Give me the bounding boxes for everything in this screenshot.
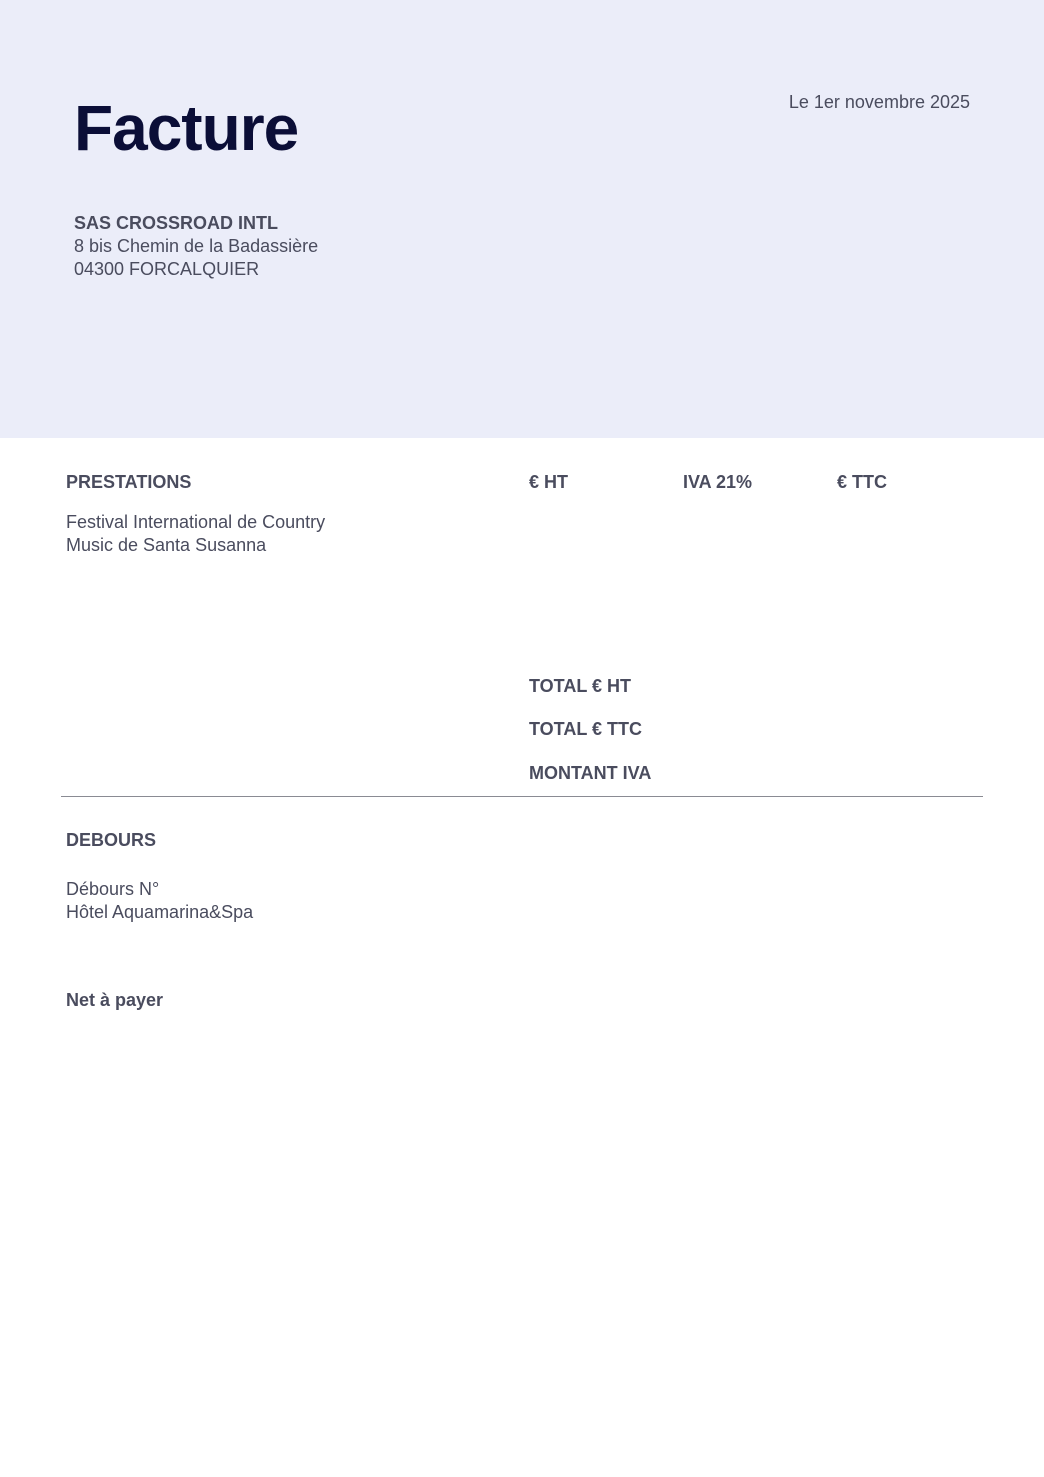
column-header-services: PRESTATIONS (66, 472, 192, 492)
debours-details (66, 878, 253, 924)
client-name: SAS CROSSROAD INTL (74, 213, 279, 233)
client-address-line-1: 8 bis Chemin de la Badassière (74, 236, 319, 256)
service-line-1: Festival International de Country (66, 512, 326, 532)
debours-heading: DEBOURS (66, 830, 157, 850)
service-line-2: Music de Santa Susanna (66, 535, 267, 555)
column-header-iva: IVA 21% (683, 472, 753, 492)
invoice-date: Le 1er novembre 2025 (788, 92, 970, 112)
column-header-ht: € HT (529, 472, 569, 492)
total-ttc-label: TOTAL € TTC (529, 719, 643, 739)
invoice-title: Facture (74, 92, 299, 164)
total-ht-label: TOTAL € HT (529, 676, 632, 696)
service-description (66, 511, 386, 557)
client-address-line-2: 04300 FORCALQUIER (74, 259, 260, 279)
montant-iva-label: MONTANT IVA (529, 763, 652, 783)
section-divider (61, 796, 983, 797)
column-header-ttc: € TTC (837, 472, 888, 492)
debours-line-1: Débours N° (66, 879, 160, 899)
client-address-block (74, 212, 318, 281)
net-to-pay-label: Net à payer (66, 990, 164, 1010)
debours-line-2: Hôtel Aquamarina&Spa (66, 902, 254, 922)
